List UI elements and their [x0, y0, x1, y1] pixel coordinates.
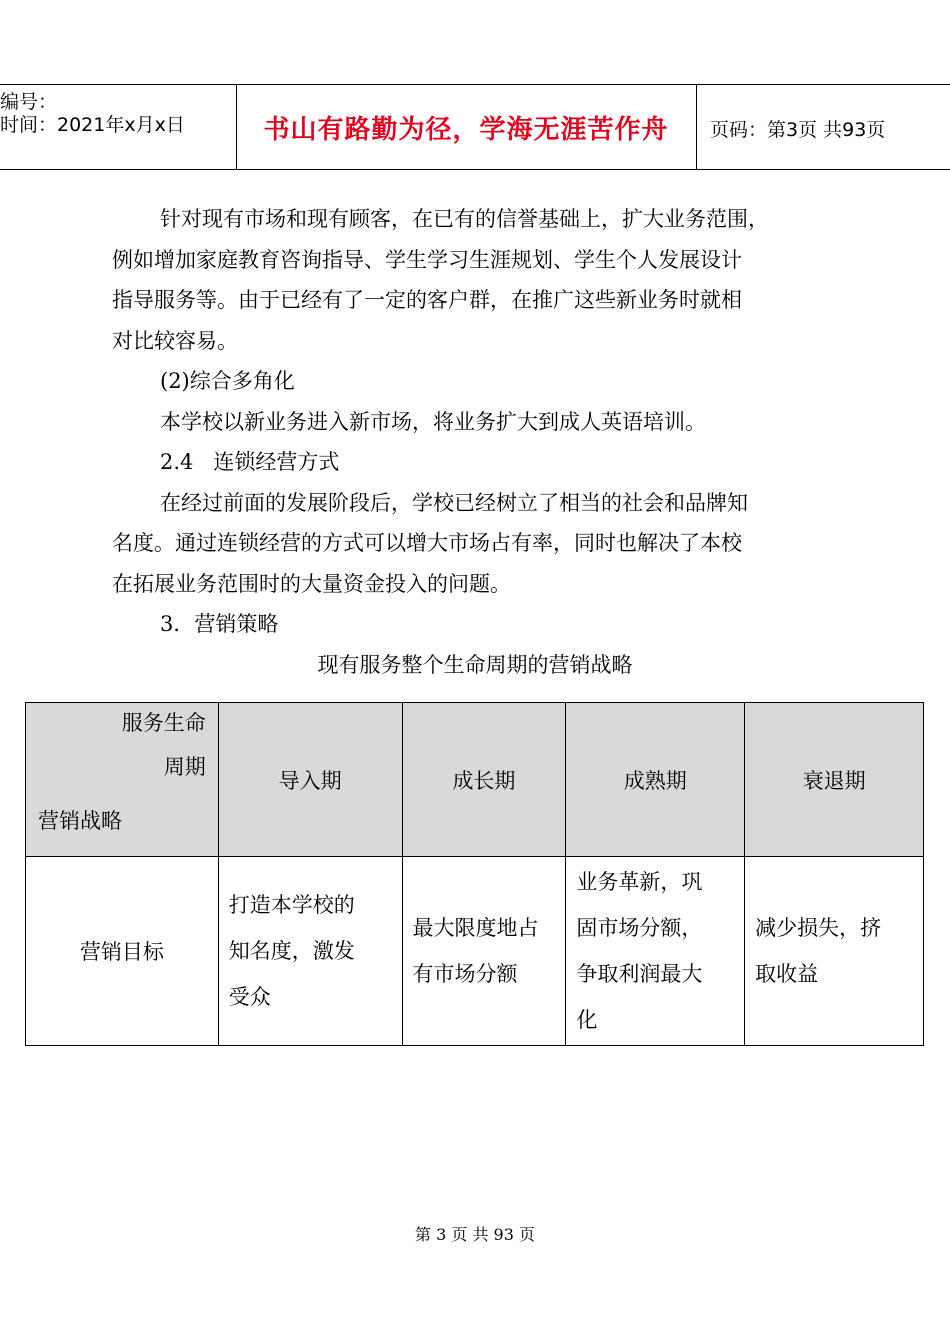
- cell-line: 争取利润最大: [576, 962, 703, 986]
- cell-line: 业务革新，巩: [576, 870, 703, 894]
- column-header: 衰退期: [745, 703, 924, 857]
- cell-line: 化: [576, 1008, 598, 1032]
- table-row: [26, 857, 924, 1046]
- cell-line: 知名度，激发: [228, 939, 355, 963]
- section-heading: 2.4 连锁经营方式: [160, 450, 340, 474]
- table-cell: [566, 857, 745, 1046]
- section-heading: 3．营销策略: [160, 612, 279, 636]
- paragraph-line: 在拓展业务范围时的大量资金投入的问题。: [112, 572, 511, 596]
- corner-label-mid: 周期: [163, 755, 206, 779]
- time-label: 时间：2021年x月x日: [0, 114, 185, 136]
- page-footer: 第 3 页 共 93 页: [415, 1225, 535, 1244]
- paragraph-line: 针对现有市场和现有顾客，在已有的信誉基础上，扩大业务范围，: [160, 207, 769, 231]
- cell-line: 打造本学校的: [228, 893, 355, 917]
- cell-line: 固市场分额，: [576, 916, 703, 940]
- cell-line: 最大限度地占: [412, 916, 539, 940]
- table-cell: [745, 857, 924, 1046]
- corner-label-bottom: 营销战略: [38, 809, 122, 833]
- paragraph-line: 指导服务等。由于已经有了一定的客户群，在推广这些新业务时就相: [112, 288, 742, 312]
- marketing-strategy-table: [25, 702, 924, 1046]
- table-corner-cell: [26, 703, 219, 857]
- paragraph-line: 例如增加家庭教育咨询指导、学生学习生涯规划、学生个人发展设计: [112, 248, 742, 272]
- paragraph-line: 本学校以新业务进入新市场，将业务扩大到成人英语培训。: [160, 410, 706, 434]
- paragraph-line: 对比较容易。: [112, 329, 238, 353]
- table-cell: [218, 857, 402, 1046]
- paragraph-line: 在经过前面的发展阶段后，学校已经树立了相当的社会和品牌知: [160, 491, 748, 515]
- cell-line: 取收益: [755, 962, 819, 986]
- cell-line: 有市场分额: [412, 962, 518, 986]
- table-title: 现有服务整个生命周期的营销战略: [317, 653, 633, 677]
- number-label: 编号：: [0, 91, 58, 113]
- section-heading: (2)综合多角化: [160, 369, 295, 393]
- table-header-row: [26, 703, 924, 857]
- row-label: 营销目标: [26, 857, 219, 1046]
- header-page-info: 页码：第3页 共93页: [710, 119, 886, 141]
- cell-line: 减少损失，挤: [755, 916, 882, 940]
- cell-line: 受众: [228, 985, 271, 1009]
- column-header: 成长期: [402, 703, 566, 857]
- header-divider: [696, 85, 697, 169]
- header-meta: [0, 85, 236, 169]
- column-header: 成熟期: [566, 703, 745, 857]
- table-cell: [402, 857, 566, 1046]
- page-header: [0, 84, 950, 170]
- column-header: 导入期: [218, 703, 402, 857]
- paragraph-line: 名度。通过连锁经营的方式可以增大市场占有率，同时也解决了本校: [112, 531, 742, 555]
- corner-label-top: 服务生命: [121, 711, 206, 735]
- header-motto: 书山有路勤为径，学海无涯苦作舟: [263, 114, 669, 145]
